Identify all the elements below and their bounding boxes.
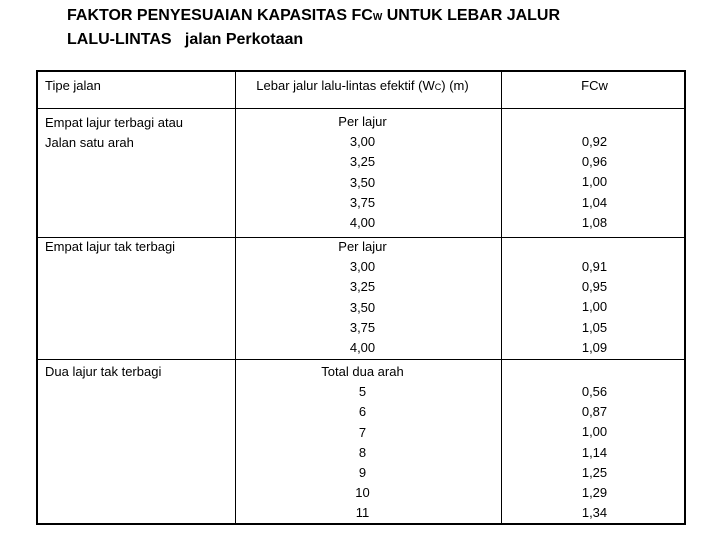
column-divider-1 bbox=[235, 72, 236, 523]
group-3-factors: 0,56 0,87 1,00 1,14 1,25 1,29 1,34 bbox=[581, 384, 608, 521]
column-divider-2 bbox=[501, 72, 502, 523]
title-line-2: LALU-LINTAS jalan Perkotaan bbox=[67, 31, 304, 48]
header-lane-width: Lebar jalur lalu-lintas efektif (WC) (m) bbox=[256, 78, 469, 93]
title-line-1: FAKTOR PENYESUAIAN KAPASITAS FCW UNTUK LEBAR JALUR bbox=[67, 7, 561, 24]
group-2-road-type: Empat lajur tak terbagi bbox=[45, 239, 176, 254]
group-1-widths: Per lajur 3,00 3,25 3,50 3,75 4,00 bbox=[338, 114, 387, 231]
group-2-factors: 0,91 0,95 1,00 1,05 1,09 bbox=[581, 259, 608, 355]
document-title bbox=[67, 5, 560, 51]
header-subscript: C bbox=[434, 82, 442, 92]
header-divider bbox=[38, 108, 684, 109]
group-1-road-type: Empat lajur terbagi atau Jalan satu arah bbox=[45, 115, 184, 150]
capacity-factor-table bbox=[36, 70, 686, 525]
group-1-factors: 0,92 0,96 1,00 1,04 1,08 bbox=[581, 134, 608, 230]
group-divider-2 bbox=[38, 359, 684, 360]
header-fcw: FCw bbox=[581, 78, 608, 93]
title-subscript: W bbox=[372, 12, 383, 23]
group-3-road-type: Dua lajur tak terbagi bbox=[45, 364, 162, 379]
header-road-type: Tipe jalan bbox=[45, 78, 101, 93]
group-2-widths: Per lajur 3,00 3,25 3,50 3,75 4,00 bbox=[338, 239, 387, 356]
group-3-widths: Total dua arah 5 6 7 8 9 10 11 bbox=[321, 364, 404, 521]
